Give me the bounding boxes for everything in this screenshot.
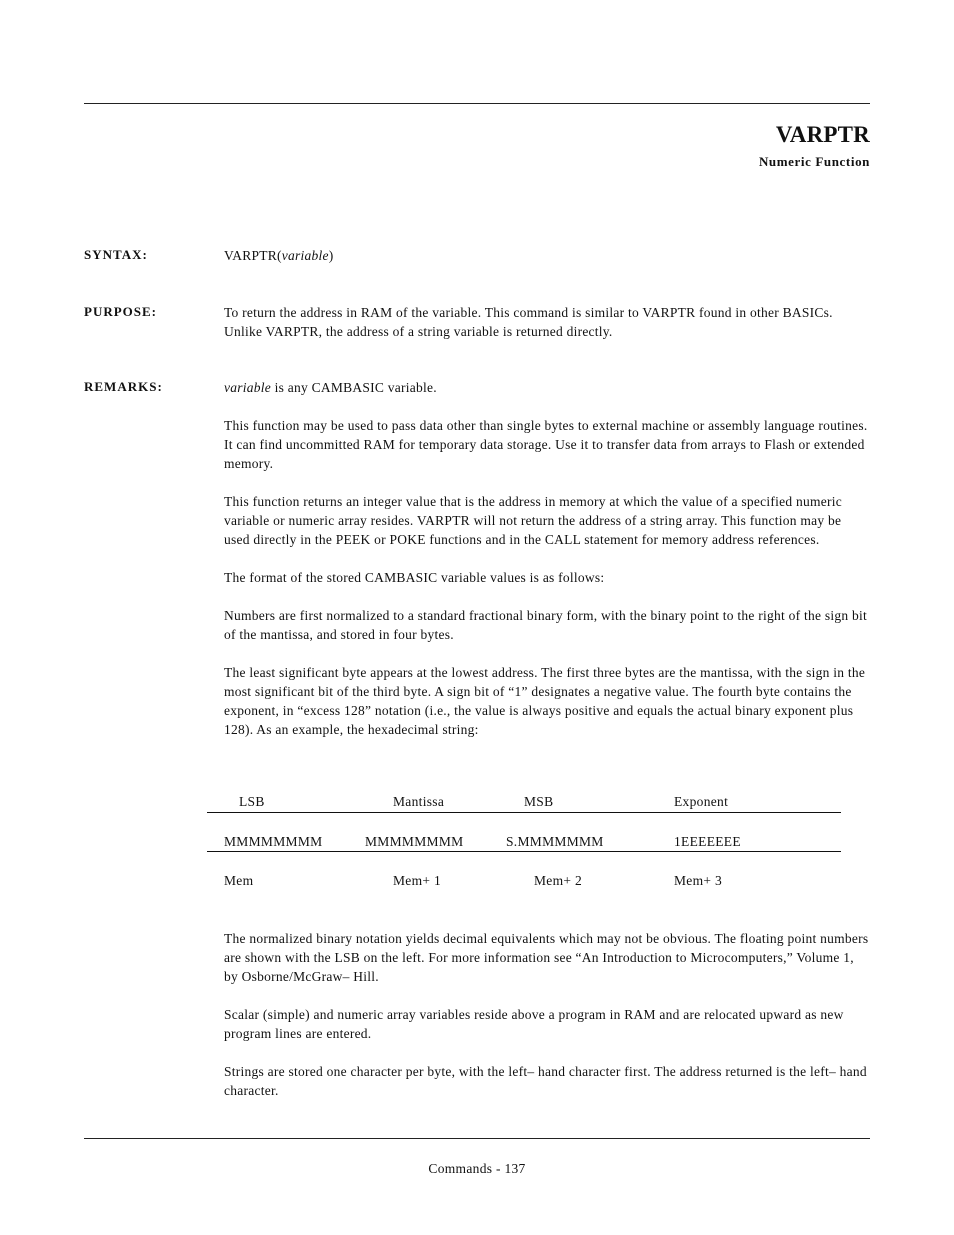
remarks-label: REMARKS: [84,379,163,394]
remarks-paragraph-2: This function may be used to pass data other than single bytes to external machine or assembly language routines. It can find uncommitted RAM for temporary data storage. Use it to transfer data from arrays to Flash or extended memory. [224,418,868,471]
notes-paragraph-3: Strings are stored one character per byte, with the left– hand character first. The address returned is the left– hand character. [224,1064,867,1098]
notes-paragraph-2: Scalar (simple) and numeric array variables reside above a program in RAM and are relocated upward as new program lines are entered. [224,1007,844,1041]
table-header-cell: Exponent [674,794,729,809]
top-rule [84,103,870,104]
bottom-rule [84,1138,870,1139]
remarks-paragraph-4: The format of the stored CAMBASIC variable values is as follows: [224,570,605,585]
remarks-p1-rest: is any CAMBASIC variable. [271,380,437,395]
notes-paragraph-1: The normalized binary notation yields decimal equivalents which may not be obvious. The floating point numbers are shown with the LSB on the left. For more information see “An Introduction to Microcomputers,” Volume 1, by Osborne/McGraw– Hill. [224,931,869,984]
remarks-paragraph-5: Numbers are first normalized to a standard fractional binary form, with the binary point to the right of the sign bit of the mantissa, and stored in four bytes. [224,608,867,642]
page-subtitle: Numeric Function [758,154,870,169]
purpose-text [224,303,870,341]
table-rule-2 [207,851,841,852]
table-cell: Mem+ 3 [674,873,723,888]
syntax-arg: variable [281,248,329,263]
table-header-row [207,794,841,813]
table-header-cell: Mantissa [393,794,445,809]
remarks-text [224,378,870,758]
remarks-paragraph-3: This function returns an integer value that is the address in memory at which the value of a specified numeric variable or numeric array resides. VARPTR will not return the address of a string array. This function may be used directly in the PEEK or POKE functions and in the CALL statement for memory address references. [224,494,842,547]
table-header-cell: MSB [524,794,554,809]
remarks-variable: variable [224,380,271,395]
table-cell: Mem [224,873,254,888]
table-cell: Mem+ 2 [534,873,583,888]
purpose-paragraph: To return the address in RAM of the variable. This command is similar to VARPTR found in other BASICs. Unlike VARPTR, the address of a string variable is returned directly. [224,305,833,339]
table-row [207,873,841,892]
table-rule-1 [207,812,841,813]
page-title: VARPTR [775,122,870,147]
format-table [207,794,841,888]
table-cell: S.MMMMMMM [506,834,604,849]
table-header-cell: LSB [239,794,265,809]
table-cell: MMMMMMMM [224,834,323,849]
syntax-label: SYNTAX: [84,247,148,262]
table-cell: 1EEEEEEE [674,834,741,849]
syntax-command: VARPTR( [224,248,282,263]
remarks-paragraph-1 [224,378,870,397]
page-footer: Commands - 137 [428,1161,526,1176]
notes-text [224,929,870,1119]
table-cell: Mem+ 1 [393,873,442,888]
table-cell: MMMMMMMM [365,834,464,849]
syntax-text [224,246,870,265]
syntax-close: ) [328,248,334,263]
purpose-label: PURPOSE: [84,304,157,319]
remarks-paragraph-6: The least significant byte appears at the lowest address. The first three bytes are the mantissa, with the sign in the most significant bit of the third byte. A sign bit of “1” designates a negative value. The fourth byte contains the exponent, in “excess 128” notation (i.e., the value is always positive and equals the actual binary exponent plus 128). As an example, the hexadecimal string: [224,665,866,737]
